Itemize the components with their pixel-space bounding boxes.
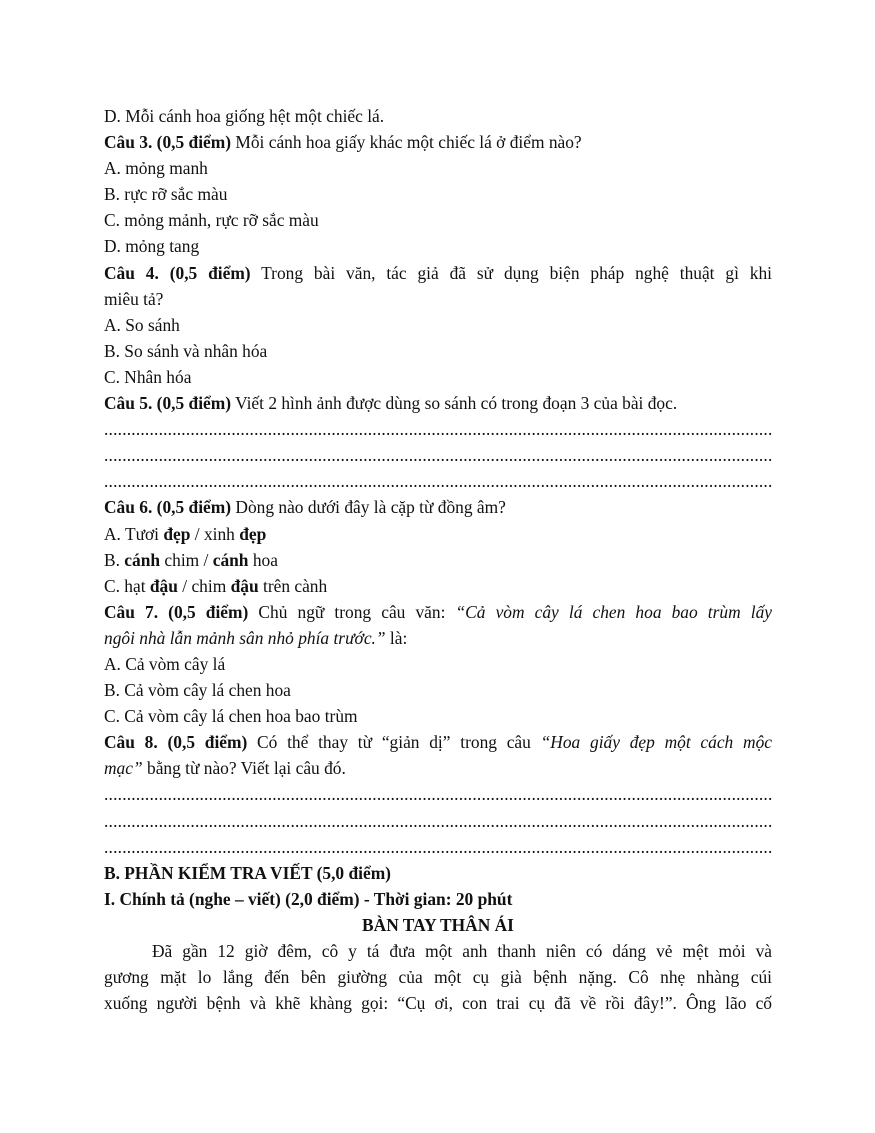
q6-option-b: B. cánh chim / cánh hoa — [104, 549, 278, 570]
question-6: Câu 6. (0,5 điểm) Dòng nào dưới đây là cặp từ đồng âm? — [104, 497, 506, 518]
question-8-cont: mạc” bằng từ nào? Viết lại câu đó. — [104, 758, 346, 779]
question-4-label: Câu 4. (0,5 điểm) — [104, 262, 251, 283]
q3-option-d: D. mỏng tang — [104, 236, 200, 257]
answer-line — [104, 442, 772, 468]
answer-line — [104, 468, 772, 494]
q7-option-a: A. Cả vòm cây lá — [104, 653, 226, 674]
q6-option-a: A. Tươi đẹp / xinh đẹp — [104, 523, 267, 544]
q2-option-d: D. Mỗi cánh hoa giống hệt một chiếc lá. — [104, 106, 385, 126]
passage-line-3: xuống người bệnh và khẽ khàng gọi: “Cụ ơi, con trai cụ đã về rồi đây!”. Ông lão cố — [104, 993, 772, 1014]
question-4-cont: miêu tả? — [104, 288, 164, 309]
question-7-label: Câu 7. (0,5 điểm) — [104, 601, 249, 622]
question-3: Câu 3. (0,5 điểm) Mỗi cánh hoa giấy khác một chiếc lá ở điểm nào? — [104, 132, 582, 153]
passage-title: BÀN TAY THÂN ÁI — [362, 914, 514, 935]
q7-option-c: C. Cả vòm cây lá chen hoa bao trùm — [104, 706, 358, 727]
q4-option-a: A. So sánh — [104, 314, 180, 335]
question-8: Câu 8. (0,5 điểm) Có thể thay từ “giản dị” trong câu “Hoa giấy đẹp một cách mộc — [104, 732, 772, 753]
answer-line — [104, 834, 772, 860]
passage-line-2: gương mặt lo lắng đến bên giường của một cụ già bệnh nặng. Cô nhẹ nhàng cúi — [104, 967, 772, 988]
q4-option-c: C. Nhân hóa — [104, 366, 192, 387]
q3-option-b: B. rực rỡ sắc màu — [104, 184, 228, 205]
question-5-label: Câu 5. (0,5 điểm) — [104, 393, 232, 414]
q3-option-c: C. mỏng mảnh, rực rỡ sắc màu — [104, 210, 319, 231]
q4-option-b: B. So sánh và nhân hóa — [104, 340, 268, 361]
question-5: Câu 5. (0,5 điểm) Viết 2 hình ảnh được dùng so sánh có trong đoạn 3 của bài đọc. — [104, 393, 678, 414]
q6-option-c: C. hạt đậu / chim đậu trên cành — [104, 575, 328, 596]
question-8-label: Câu 8. (0,5 điểm) — [104, 732, 248, 753]
part-b-heading: B. PHẦN KIỂM TRA VIẾT (5,0 điểm) — [104, 862, 391, 883]
question-7-cont: ngôi nhà lẫn mảnh sân nhỏ phía trước.” là: — [104, 627, 408, 648]
answer-line — [104, 808, 772, 834]
q7-option-b: B. Cả vòm cây lá chen hoa — [104, 680, 291, 701]
answer-line — [104, 781, 772, 807]
document-page — [104, 103, 772, 1016]
question-7: Câu 7. (0,5 điểm) Chủ ngữ trong câu văn: “Cả vòm cây lá chen hoa bao trùm lấy — [104, 601, 772, 622]
question-3-label: Câu 3. (0,5 điểm) — [104, 132, 232, 153]
question-6-label: Câu 6. (0,5 điểm) — [104, 497, 232, 518]
question-4: Câu 4. (0,5 điểm) Trong bài văn, tác giả đã sử dụng biện pháp nghệ thuật gì khi — [104, 262, 773, 283]
q3-option-a: A. mỏng manh — [104, 158, 208, 179]
section-1-heading: I. Chính tả (nghe – viết) (2,0 điểm) - Thời gian: 20 phút — [104, 888, 513, 909]
passage-line-1: Đã gần 12 giờ đêm, cô y tá đưa một anh thanh niên có dáng vẻ mệt mỏi và — [152, 941, 772, 961]
answer-line — [104, 416, 772, 442]
